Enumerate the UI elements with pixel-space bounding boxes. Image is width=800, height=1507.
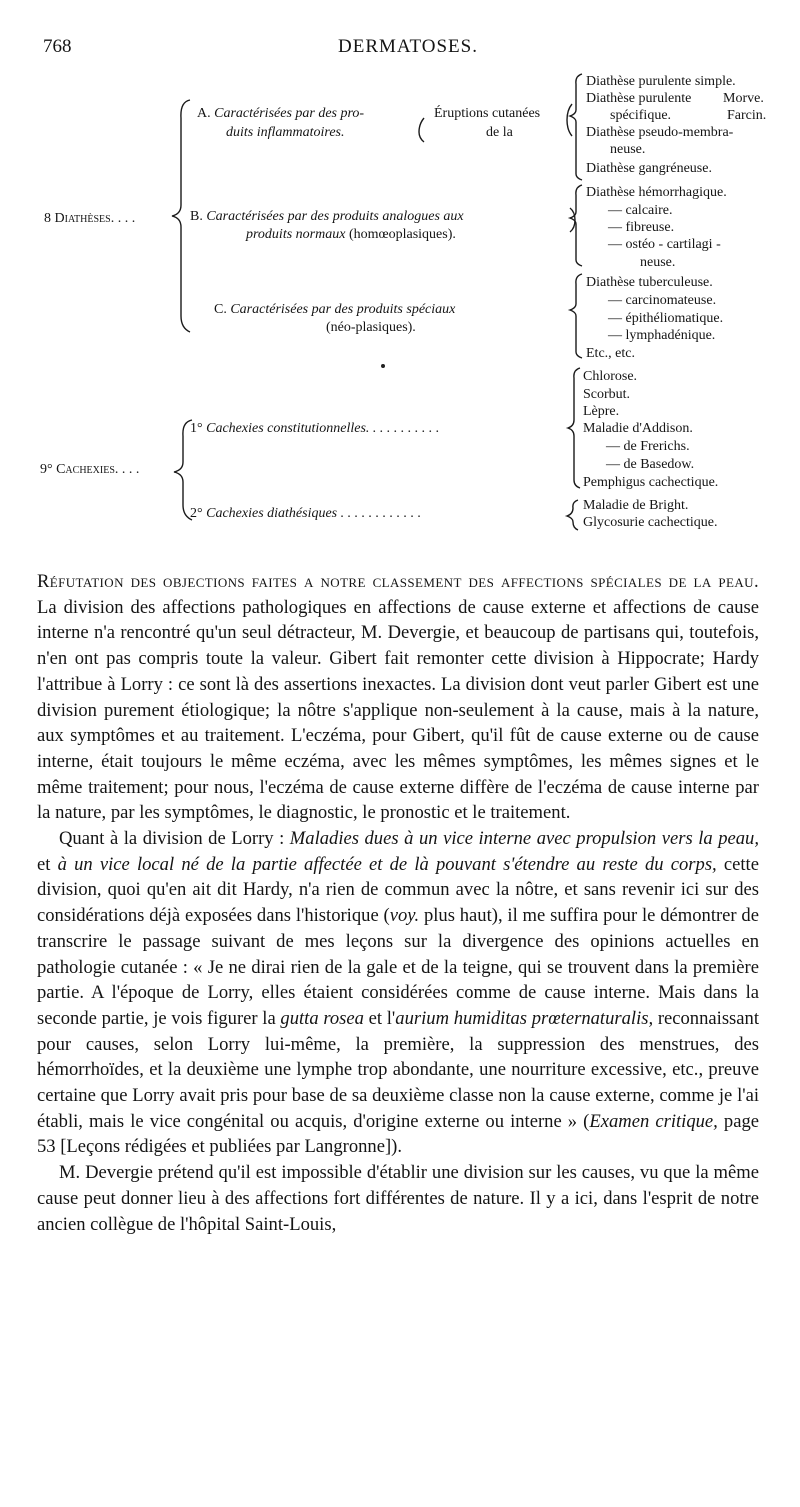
- subgroup-9-2-number: 2°: [190, 506, 203, 521]
- paragraph-1-text: La division des affections pathologiques en affections de cause externe et affections de cause interne n'a rencontré qu'un seul détracteur, M. Devergie, et beaucoup de partisans qui, toutefois, n'en ont pas compris toute la valeur. Gibert fait remonter cette division à Hippocrate; Hardy l'attribue à Lorry : ce sont là des assertions inexactes. La division dont veut parler Gibert est une division purement étiologique; la nôtre s'applique non-seulement à la cause, mais à la nature, aux symptômes et au traitement. L'eczéma, pour Gibert, qu'il fût de cause externe ou de cause interne, était toujours le même eczéma, avec les mêmes symptômes, les mêmes signes et le même traitement; pour nous, l'eczéma de cause externe diffère de l'eczéma de cause interne par la nature, par les symptômes, le diagnostic, le pronostic et le traitement.: [37, 596, 759, 824]
- subgroup-9-1-label: Cachexies constitutionnelles. . . . . . . . . . .: [206, 421, 440, 436]
- p2-c: et: [37, 853, 58, 875]
- subgroup-b-line2: [246, 226, 456, 243]
- subgroup-9-2-label: Cachexies diathésiques . . . . . . . . . . . .: [206, 506, 422, 521]
- subgroup-9-1-number: 1°: [190, 421, 203, 436]
- p2-d: à un vice local né de la partie affectée et de là pouvant s'étendre au reste du corps,: [57, 853, 717, 875]
- a-item-5: neuse.: [610, 142, 646, 157]
- a-subitem-farcin: Farcin.: [727, 108, 767, 123]
- b-item-5: neuse.: [640, 255, 676, 270]
- group-8-label: [44, 210, 135, 227]
- running-title: DERMATOSES.: [338, 36, 478, 57]
- subgroup-b-line1: [190, 208, 464, 225]
- a-item-6: Diathèse gangréneuse.: [586, 161, 712, 176]
- subgroup-a-line2: [226, 124, 345, 141]
- subgroup-b-title-rm: (homœoplasiques).: [348, 227, 456, 242]
- p2-l: Examen critique,: [589, 1110, 718, 1132]
- a-item-2: Diathèse purulente: [586, 91, 692, 106]
- p2-f: voy.: [389, 905, 420, 927]
- p2-h: gutta rosea: [280, 1007, 364, 1029]
- subgroup-c-line2: (néo-plasiques).: [326, 320, 416, 335]
- page-number: 768: [43, 36, 72, 57]
- body-text: [37, 569, 759, 1237]
- p2-a: Quant à la division de Lorry :: [59, 828, 290, 850]
- subgroup-9-2: [190, 505, 421, 522]
- subgroup-b-title-it: produits normaux: [246, 227, 346, 242]
- p2-j: aurium humiditas prœternaturalis,: [395, 1007, 654, 1029]
- g9-1-item-5: — de Frerichs.: [606, 439, 690, 454]
- c-item-2: — carcinomateuse.: [608, 293, 717, 308]
- g9-1-item-2: Scorbut.: [583, 387, 631, 402]
- subgroup-b-title: Caractérisées par des produits analogues aux: [206, 209, 464, 224]
- g9-1-item-4: Maladie d'Addison.: [583, 421, 693, 436]
- g9-1-item-7: Pemphigus cachectique.: [583, 475, 719, 490]
- p2-k: reconnaissant pour causes, selon Lorry lui-même, la première, la suppression des menstrues, des hémorrhoïdes, et la deuxième une lymphe trop abondante, une nourriture excessive, etc., preuve certaine que Lorry avait pris pour base de sa deuxième classe non la cause externe, comme je l'ai établi, mais le vice congénital ou acquis, d'origine externe ou interne » (: [37, 1007, 760, 1132]
- c-item-3: — épithéliomatique.: [608, 311, 724, 326]
- subgroup-a-title: Caractérisées par des pro-: [214, 106, 365, 121]
- g9-1-item-1: Chlorose.: [583, 369, 638, 384]
- p2-e: cette division, quoi qu'en ait dit Hardy, n'a rien de commun avec la nôtre, et sans revenir ici sur des considérations déjà exposées dans l'historique (: [37, 853, 759, 927]
- subgroup-a-eruptions: Éruptions cutanées: [434, 106, 541, 121]
- group-8-text: 8 Diathèses. . . .: [44, 211, 136, 226]
- b-item-1: Diathèse hémorrhagique.: [586, 185, 727, 200]
- paragraph-lorry: [37, 826, 759, 1160]
- a-item-4: Diathèse pseudo-membra-: [586, 125, 734, 140]
- p2-m: page 53 [Leçons rédigées et publiées par Langronne]).: [37, 1110, 760, 1158]
- g9-2-item-2: Glycosurie cachectique.: [583, 515, 718, 530]
- a-item-3: spécifique.: [610, 108, 672, 123]
- b-item-2: — calcaire.: [608, 203, 673, 218]
- subgroup-b-letter: B.: [190, 209, 203, 224]
- a-item-1: Diathèse purulente simple.: [586, 74, 736, 89]
- c-item-1: Diathèse tuberculeuse.: [586, 275, 713, 290]
- subgroup-a-line1: [197, 105, 364, 122]
- c-item-5: Etc., etc.: [586, 346, 635, 361]
- subgroup-c-line1: [214, 301, 455, 318]
- subgroup-c-title: Caractérisées par des produits spéciaux: [230, 302, 456, 317]
- g9-2-item-1: Maladie de Bright.: [583, 498, 689, 513]
- group-9-label: [40, 461, 139, 478]
- subgroup-a-de-la: de la: [486, 125, 513, 140]
- p2-i: et l': [363, 1007, 396, 1029]
- g9-1-item-6: — de Basedow.: [606, 457, 695, 472]
- p2-b: Maladies dues à un vice interne avec propulsion vers la peau,: [289, 828, 759, 850]
- group-9-text: 9° Cachexies. . . .: [40, 462, 140, 477]
- section-heading: Réfutation des objections faites a notre classement des affections spéciales de la peau.: [37, 571, 759, 592]
- subgroup-9-1: [190, 420, 439, 437]
- paragraph-devergie: [37, 1160, 759, 1237]
- subgroup-a-letter: A.: [197, 106, 211, 121]
- subgroup-c-letter: C.: [214, 302, 227, 317]
- g9-1-item-3: Lèpre.: [583, 404, 620, 419]
- printed-dot: [381, 364, 385, 368]
- p3-text: M. Devergie prétend qu'il est impossible d'établir une division sur les causes, vu que la même cause peut donner lieu à des affections fort différentes de nature. Il y a ici, dans l'esprit de notre ancien collègue de l'hôpital Saint-Louis,: [37, 1162, 759, 1235]
- p2-g: plus haut), il me suffira pour le démontrer de transcrire le passage suivant de mes leçons sur la divergence des opinions actuelles en pathologie cutanée : « Je ne dirai rien de la gale et de la teigne, qui se trouvent dans la première partie. A l'époque de Lorry, elles étaient considérées comme de cause interne. Mais dans la seconde partie, je vois figurer la: [37, 905, 759, 1029]
- paragraph-refutation: [37, 569, 759, 826]
- a-subitem-morve: Morve.: [723, 91, 764, 106]
- subgroup-a-title-cont: duits inflammatoires.: [226, 125, 345, 140]
- c-item-4: — lymphadénique.: [608, 328, 716, 343]
- b-item-3: — fibreuse.: [608, 220, 675, 235]
- b-item-4: — ostéo - cartilagi -: [608, 237, 721, 252]
